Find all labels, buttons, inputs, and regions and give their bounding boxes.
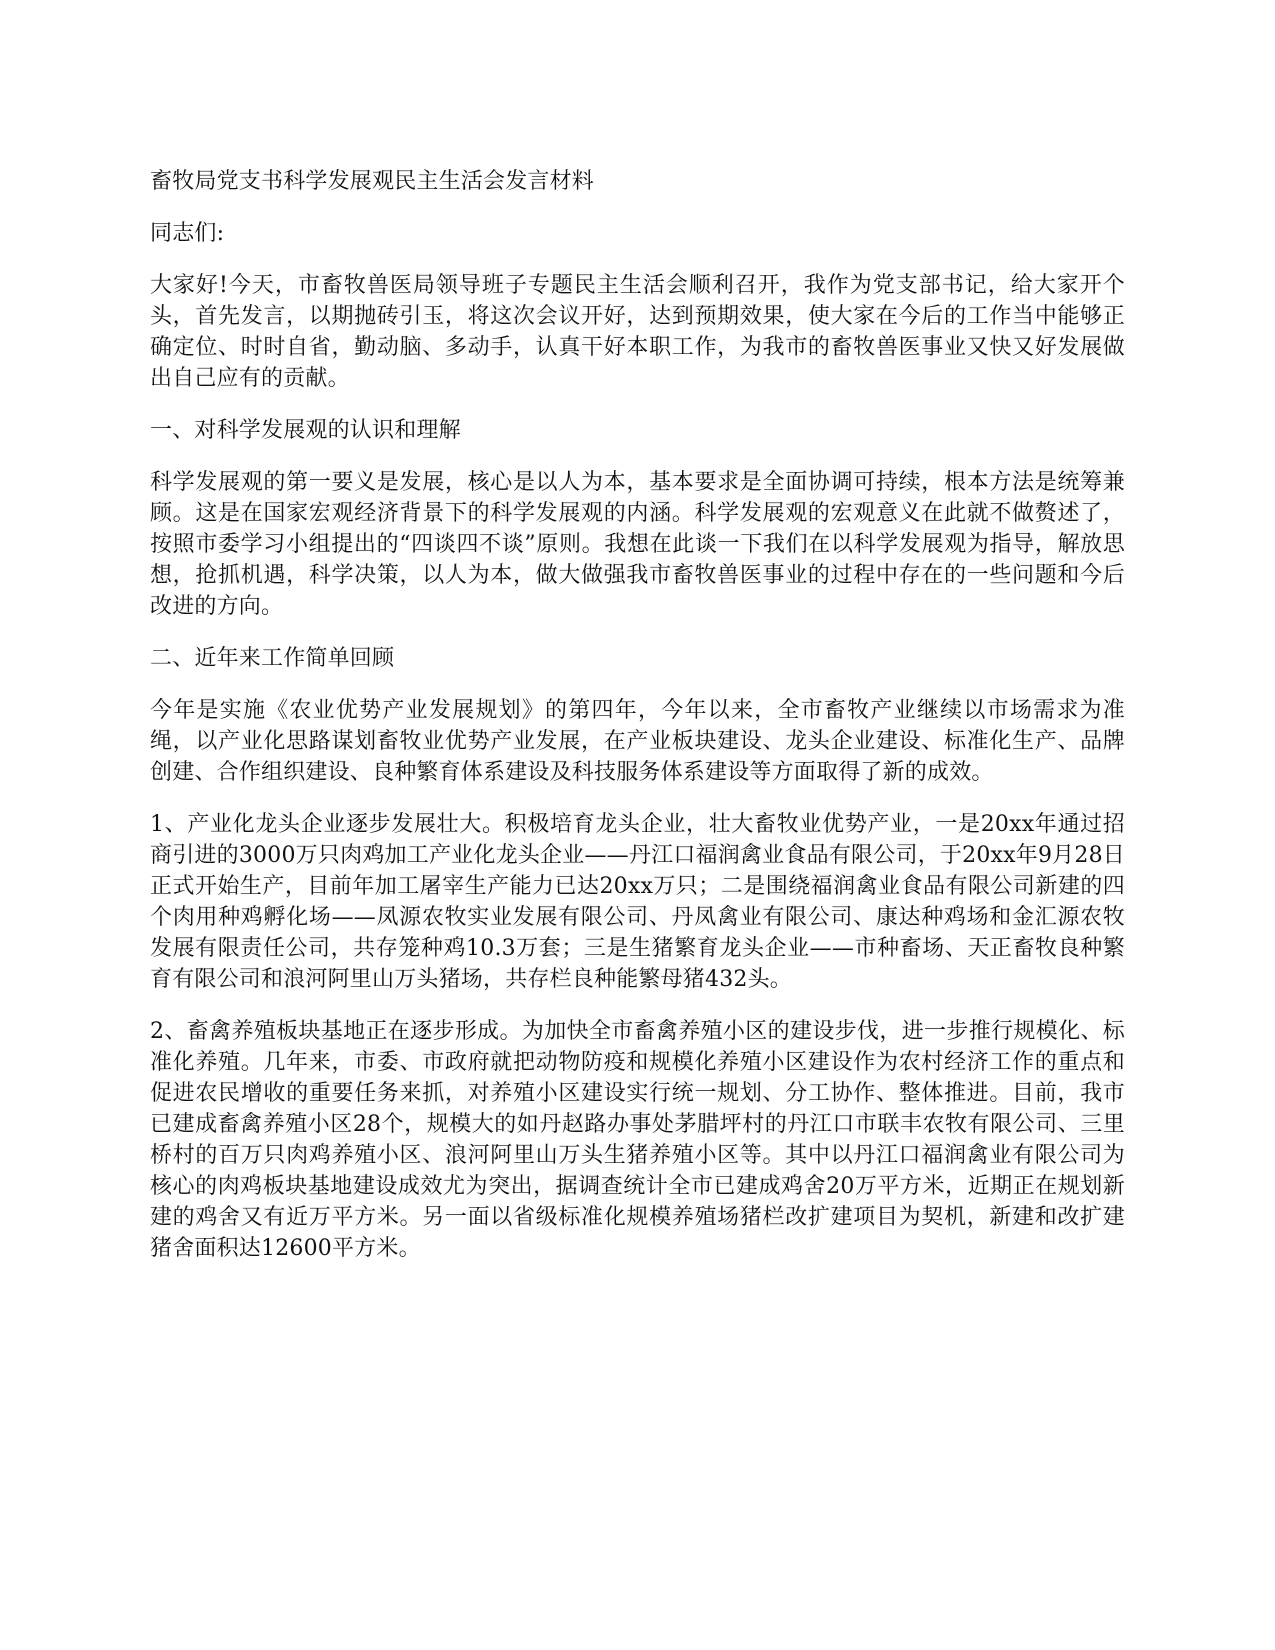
intro-paragraph: 大家好!今天，市畜牧兽医局领导班子专题民主生活会顺利召开，我作为党支部书记，给大家开个头，首先发言，以期抛砖引玉，将这次会议开好，达到预期效果，使大家在今后的工作当中能够正确定位、时时自省，勤动脑、多动手，认真干好本职工作，为我市的畜牧兽医事业又快又好发展做出自己应有的贡献。 <box>150 273 1125 391</box>
section-2-paragraph: 今年是实施《农业优势产业发展规划》的第四年，今年以来，全市畜牧产业继续以市场需求为准绳，以产业化思路谋划畜牧业优势产业发展，在产业板块建设、龙头企业建设、标准化生产、品牌创建、合作组织建设、良种繁育体系建设及科技服务体系建设等方面取得了新的成效。 <box>150 698 1125 785</box>
section-1-paragraph: 科学发展观的第一要义是发展，核心是以人为本，基本要求是全面协调可持续，根本方法是统筹兼顾。这是在国家宏观经济背景下的科学发展观的内涵。科学发展观的宏观意义在此就不做赘述了，按照市委学习小组提出的“四谈四不谈”原则。我想在此谈一下我们在以科学发展观为指导，解放思想，抢抓机遇，科学决策，以人为本，做大做强我市畜牧兽医事业的过程中存在的一些问题和今后改进的方向。 <box>150 470 1125 619</box>
salutation: 同志们: <box>150 221 225 246</box>
list-item-1: 1、产业化龙头企业逐步发展壮大。积极培育龙头企业，壮大畜牧业优势产业，一是20xx年通过招商引进的3000万只肉鸡加工产业化龙头企业——丹江口福润禽业食品有限公司，于20xx年9月28日正式开始生产，目前年加工屠宰生产能力已达20xx万只；二是围绕福润禽业食品有限公司新建的四个肉用种鸡孵化场——凤源农牧实业发展有限公司、丹凤禽业有限公司、康达种鸡场和金汇源农牧发展有限责任公司，共存笼种鸡10.3万套；三是生猪繁育龙头企业——市种畜场、天正畜牧良种繁育有限公司和浪河阿里山万头猪场，共存栏良种能繁母猪432头。 <box>150 812 1125 992</box>
section-heading-1: 一、对科学发展观的认识和理解 <box>150 418 461 443</box>
document-title: 畜牧局党支书科学发展观民主生活会发言材料 <box>150 169 595 194</box>
list-item-2: 2、畜禽养殖板块基地正在逐步形成。为加快全市畜禽养殖小区的建设步伐，进一步推行规模化、标准化养殖。几年来，市委、市政府就把动物防疫和规模化养殖小区建设作为农村经济工作的重点和促进农民增收的重要任务来抓，对养殖小区建设实行统一规划、分工协作、整体推进。目前，我市已建成畜禽养殖小区28个，规模大的如丹赵路办事处茅腊坪村的丹江口市联丰农牧有限公司、三里桥村的百万只肉鸡养殖小区、浪河阿里山万头生猪养殖小区等。其中以丹江口福润禽业有限公司为核心的肉鸡板块基地建设成效尤为突出，据调查统计全市已建成鸡舍20万平方米，近期正在规划新建的鸡舍又有近万平方米。另一面以省级标准化规模养殖场猪栏改扩建项目为契机，新建和改扩建猪舍面积达12600平方米。 <box>150 1019 1125 1261</box>
document-body <box>150 166 1125 1285</box>
section-heading-2: 二、近年来工作简单回顾 <box>150 646 395 671</box>
